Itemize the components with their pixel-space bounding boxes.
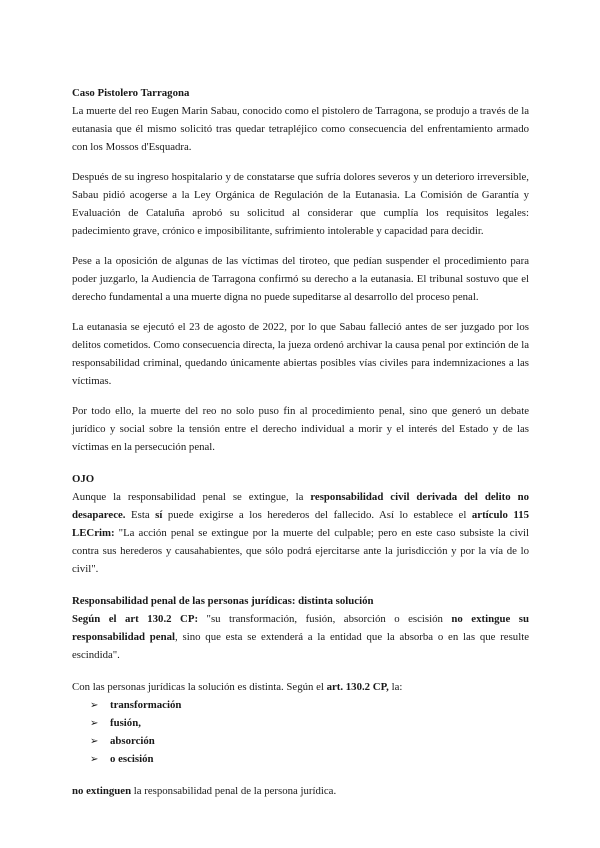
ojo-text-2: Esta (125, 509, 156, 521)
closing-text: la responsabilidad penal de la persona jurídica. (131, 785, 337, 797)
paragraph-1: La muerte del reo Eugen Marin Sabau, conocido como el pistolero de Tarragona, se produjo a través de la eutanasia que él mismo solicitó tras quedar tetrapléjico como consecuencia del enfrentamiento armado con los Mossos d'Esquadra. (72, 105, 529, 153)
paragraph-5: Por todo ello, la muerte del reo no solo puso fin al procedimiento penal, sino que generó un debate jurídico y social sobre la tensión entre el derecho individual a morir y el interés del Estado y de las víctimas en la persecución penal. (72, 405, 529, 453)
arrow-bullet-icon: ➢ (90, 736, 99, 747)
juridicas-paragraph (72, 610, 529, 664)
ojo-bold-1: responsabilidad civil derivada del delito no desaparece. (72, 491, 529, 521)
intro-text-1: Con las personas jurídicas la solución es distinta. Según el (72, 681, 327, 693)
ojo-bold-2: sí (155, 509, 163, 521)
list-item (90, 750, 529, 768)
closing-bold: no extinguen (72, 785, 132, 797)
ojo-text-3: puede exigirse a los herederos del fallecido. Así lo establece el (162, 509, 472, 521)
bullet-list (72, 696, 529, 768)
closing-line (72, 782, 529, 800)
list-item-label: fusión, (110, 717, 141, 729)
ojo-text-4: "La acción penal se extingue por la muerte del culpable; pero en este caso subsiste la civil contra sus herederos y causahabientes, que sólo podrá ejercitarse ante la jurisdicción y por la vía de lo civil". (72, 527, 529, 575)
paragraph-2: Después de su ingreso hospitalario y de constatarse que sufría dolores severos y un deterioro irreversible, Sabau pidió acogerse a la Ley Orgánica de Regulación de la Eutanasia. La Comisión de Garantía y Evaluación de Cataluña aprobó su solicitud al considerar que cumplía los requisitos legales: padecimiento grave, crónico e imposibilitante, sufrimiento intolerable y capacidad para decidir. (72, 171, 529, 237)
ojo-bold-3: artículo 115 LECrim: (72, 509, 529, 539)
arrow-bullet-icon: ➢ (90, 718, 99, 729)
list-item (90, 714, 529, 732)
list-item-label: absorción (110, 735, 155, 747)
paragraph-3: Pese a la oposición de algunas de las víctimas del tiroteo, que pedían suspender el procedimiento para poder juzgarlo, la Audiencia de Tarragona confirmó su derecho a la eutanasia. El tribunal sostuvo que el derecho fundamental a una muerte digna no puede supeditarse al desarrollo del proceso penal. (72, 255, 529, 303)
juridicas-text-1: "su transformación, fusión, absorción o escisión (198, 613, 452, 625)
arrow-bullet-icon: ➢ (90, 754, 99, 765)
document-page (72, 84, 529, 800)
juridicas-intro (72, 678, 529, 696)
juridicas-bold-1: Según el art 130.2 CP: (72, 613, 199, 625)
juridicas-heading: Responsabilidad penal de las personas jurídicas: distinta solución (72, 595, 374, 607)
ojo-heading: OJO (72, 473, 95, 485)
ojo-paragraph (72, 488, 529, 578)
paragraph-4: La eutanasia se ejecutó el 23 de agosto de 2022, por lo que Sabau falleció antes de ser juzgado por los delitos cometidos. Como consecuencia directa, la jueza ordenó archivar la causa penal por extinción de la responsabilidad criminal, quedando únicamente abiertas posibles vías civiles para indemnizaciones a las víctimas. (72, 321, 529, 387)
list-item-label: o escisión (110, 753, 154, 765)
list-item-label: transformación (110, 699, 182, 711)
arrow-bullet-icon: ➢ (90, 700, 99, 711)
juridicas-bold-2: no extingue su responsabilidad penal (72, 613, 529, 643)
list-item (90, 732, 529, 750)
intro-text-2: la: (388, 681, 403, 693)
case-title: Caso Pistolero Tarragona (72, 87, 190, 99)
list-item (90, 696, 529, 714)
intro-bold: art. 130.2 CP, (326, 681, 389, 693)
ojo-text-1: Aunque la responsabilidad penal se extingue, la (72, 491, 311, 503)
juridicas-text-2: , sino que esta se extenderá a la entidad que la absorba o en las que resulte escindida". (72, 631, 529, 661)
